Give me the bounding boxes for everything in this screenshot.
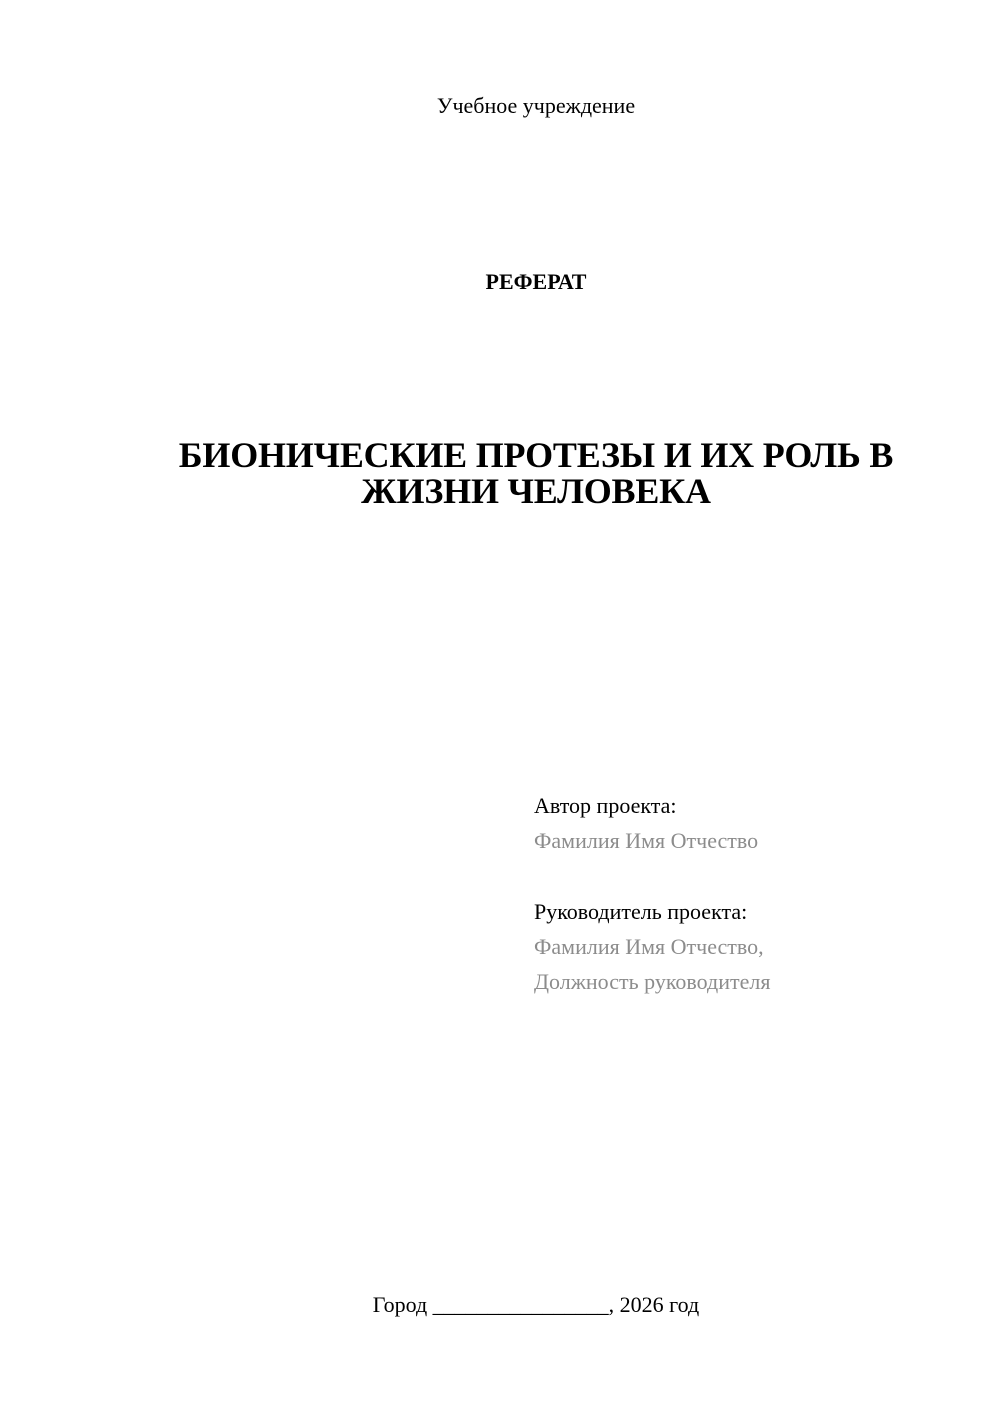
credits-spacer <box>534 858 974 894</box>
author-label: Автор проекта: <box>534 793 677 818</box>
document-title-line-2: ЖИЗНИ ЧЕЛОВЕКА <box>361 471 711 511</box>
supervisor-position-placeholder: Должность руководителя <box>534 969 771 994</box>
author-name-placeholder: Фамилия Имя Отчество <box>534 828 759 853</box>
document-type-label: РЕФЕРАТ <box>485 269 587 294</box>
supervisor-name-placeholder: Фамилия Имя Отчество, <box>534 934 764 959</box>
credits-block <box>534 788 974 999</box>
document-title <box>100 437 972 509</box>
document-title-line-1: БИОНИЧЕСКИЕ ПРОТЕЗЫ И ИХ РОЛЬ В <box>178 435 894 475</box>
city-year-line: Город ________________, 2026 год <box>372 1292 700 1317</box>
institution-name: Учебное учреждение <box>436 93 636 118</box>
supervisor-label: Руководитель проекта: <box>534 899 748 924</box>
